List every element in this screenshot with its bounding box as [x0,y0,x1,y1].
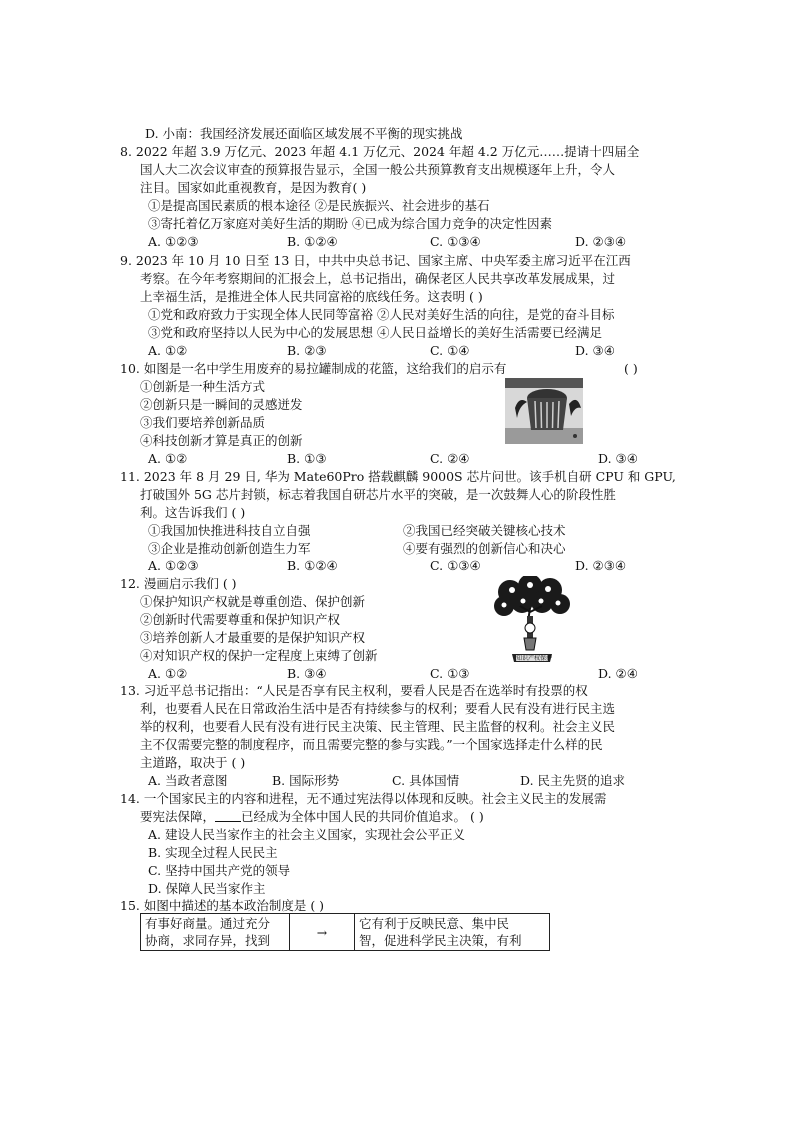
q11-option-d: D. ②③④ [575,558,627,573]
q15-right-line-2: 智，促进科学民主决策，有利 [359,933,522,948]
q12-option-a: A. ①② [148,666,188,681]
q8-statement-line-2: ③寄托着亿万家庭对美好生活的期盼 ④已成为综合国力竞争的决定性因素 [148,216,552,231]
q10-statement-2: ②创新只是一瞬间的灵感迸发 [140,397,303,412]
q8-statement-line-1: ①是提高国民素质的根本途径 ②是民族振兴、社会进步的基石 [148,198,490,213]
q11-statement-2: ②我国已经突破关键核心技术 [403,523,566,538]
q10-answer-paren: ( ) [624,361,638,376]
q15-arrow-icon: → [316,924,328,940]
q14-stem-line-2-suffix: 已经成为全体中国人民的共同价值追求。 ( ) [241,809,484,824]
q13-stem-line-4: 主不仅需要完整的制度程序，而且需要完整的参与实践。”一个国家选择走什么样的民 [140,737,603,752]
q8-option-d: D. ②③④ [575,234,627,249]
q11-option-b: B. ①②④ [287,558,338,573]
q10-statement-4: ④科技创新才算是真正的创新 [140,433,303,448]
q9-option-a: A. ①② [148,343,188,358]
q9-option-d: D. ③④ [575,343,615,358]
q15-diagram-table [140,913,550,951]
q7-option-d: D. 小南：我国经济发展还面临区域发展不平衡的现实挑战 [145,126,463,141]
q9-statement-line-1: ①党和政府致力于实现全体人民同等富裕 ②人民对美好生活的向往，是党的奋斗目标 [148,307,615,322]
q12-statement-2: ②创新时代需要尊重和保护知识产权 [140,612,341,627]
q12-option-b: B. ③④ [287,666,327,681]
q13-option-b: B. 国际形势 [272,773,340,788]
q12-statement-3: ③培养创新人才最重要的是保护知识产权 [140,630,366,645]
q8-stem-line-2: 国人大二次会议审查的预算报告显示，全国一般公共预算教育支出规模逐年上升，令人 [140,162,616,177]
q10-option-b: B. ①③ [287,451,327,466]
q11-option-a: A. ①②③ [148,558,199,573]
q9-statement-line-2: ③党和政府坚持以人民为中心的发展思想 ④人民日益增长的美好生活需要已经满足 [148,325,602,340]
q11-statement-1: ①我国加快推进科技自立自强 [148,523,311,538]
q15-arrow-cell [290,914,355,951]
q10-option-a: A. ①② [148,451,188,466]
q11-statement-4: ④要有强烈的创新信心和决心 [403,541,566,556]
q8-option-b: B. ①②④ [287,234,338,249]
q10-statement-3: ③我们要培养创新品质 [140,415,266,430]
q14-option-b: B. 实现全过程人民民主 [148,845,278,860]
q13-option-c: C. 具体国情 [392,773,460,788]
q8-stem-line-3: 注目。国家如此重视教育，是因为教育( ) [140,180,367,195]
q14-stem-line-2 [140,808,484,825]
q12-option-c: C. ①③ [430,666,470,681]
q8-stem-line-1: 8. 2022 年超 3.9 万亿元、2023 年超 4.1 万亿元、2024 年超 4.2 万亿元……提请十四届全 [120,144,640,159]
q9-option-b: B. ②③ [287,343,327,358]
q12-statement-4: ④对知识产权的保护一定程度上束缚了创新 [140,648,378,663]
q15-stem: 15. 如图中描述的基本政治制度是 ( ) [120,898,325,913]
can-flower-basket-photo [505,378,583,444]
q15-left-line-1: 有事好商量。通过充分 [145,916,271,931]
q12-option-d: D. ②④ [598,666,638,681]
q13-option-d: D. 民主先贤的追求 [520,773,626,788]
q13-option-a: A. 当政者意图 [148,773,228,788]
q15-left-line-2: 协商，求同存异，找到 [145,933,271,948]
q14-option-c: C. 坚持中国共产党的领导 [148,863,291,878]
q9-stem-line-1: 9. 2023 年 10 月 10 日至 13 日，中共中央总书记、国家主席、中央军委主席习近平在江西 [120,253,631,268]
q11-statement-3: ③企业是推动创新创造生力军 [148,541,311,556]
q14-option-d: D. 保障人民当家作主 [148,881,266,896]
q11-stem-line-1: 11. 2023 年 8 月 29 日, 华为 Mate60Pro 搭载麒麟 9000S 芯片问世。该手机自研 CPU 和 GPU, [120,469,676,484]
q9-stem-line-3: 上幸福生活，是推进全体人民共同富裕的底线任务。这表明 ( ) [140,289,483,304]
q11-stem-line-3: 利。这告诉我们 ( ) [140,505,246,520]
q14-stem-line-2-prefix: 要宪法保障， [140,809,216,824]
q9-option-c: C. ①④ [430,343,470,358]
q9-stem-line-2: 考察。在今年考察期间的汇报会上，总书记指出，确保老区人民共享改革发展成果，过 [140,271,616,286]
q11-option-c: C. ①③④ [430,558,481,573]
q13-stem-line-1: 13. 习近平总书记指出：“人民是否享有民主权利，要看人民是否在选举时有投票的权 [120,683,588,698]
q13-stem-line-3: 举的权利，也要看人民有没有进行民主决策、民主管理、民主监督的权利。社会主义民 [140,719,616,734]
q10-option-c: C. ②④ [430,451,470,466]
q8-option-c: C. ①③④ [430,234,481,249]
q13-stem-line-2: 利，也要看人民在日常政治生活中是否有持续参与的权利；要看人民有没有进行民主选 [140,701,616,716]
q13-stem-line-5: 主道路，取决于 ( ) [140,755,246,770]
q10-stem: 10. 如图是一名中学生用废弃的易拉罐制成的花篮，这给我们的启示有 [120,361,507,376]
q10-option-d: D. ③④ [598,451,638,466]
q12-statement-1: ①保护知识产权就是尊重创造、保护创新 [140,594,366,609]
cartoon-caption: 知识产权保护 [516,655,553,662]
q12-stem: 12. 漫画启示我们 ( ) [120,576,237,591]
q8-option-a: A. ①②③ [148,234,199,249]
q14-stem-line-1: 14. 一个国家民主的内容和进程，无不通过宪法得以体现和反映。社会主义民主的发展需 [120,791,607,806]
q14-blank [215,809,241,822]
q11-stem-line-2: 打破国外 5G 芯片封锁，标志着我国自研芯片水平的突破，是一次鼓舞人心的阶段性胜 [140,487,616,502]
q10-statement-1: ①创新是一种生活方式 [140,379,266,394]
q14-option-a: A. 建设人民当家作主的社会主义国家，实现社会公平正义 [148,827,465,842]
q15-right-line-1: 它有利于反映民意、集中民 [359,916,510,931]
q15-left-cell [141,914,290,951]
q15-right-cell [355,914,550,951]
